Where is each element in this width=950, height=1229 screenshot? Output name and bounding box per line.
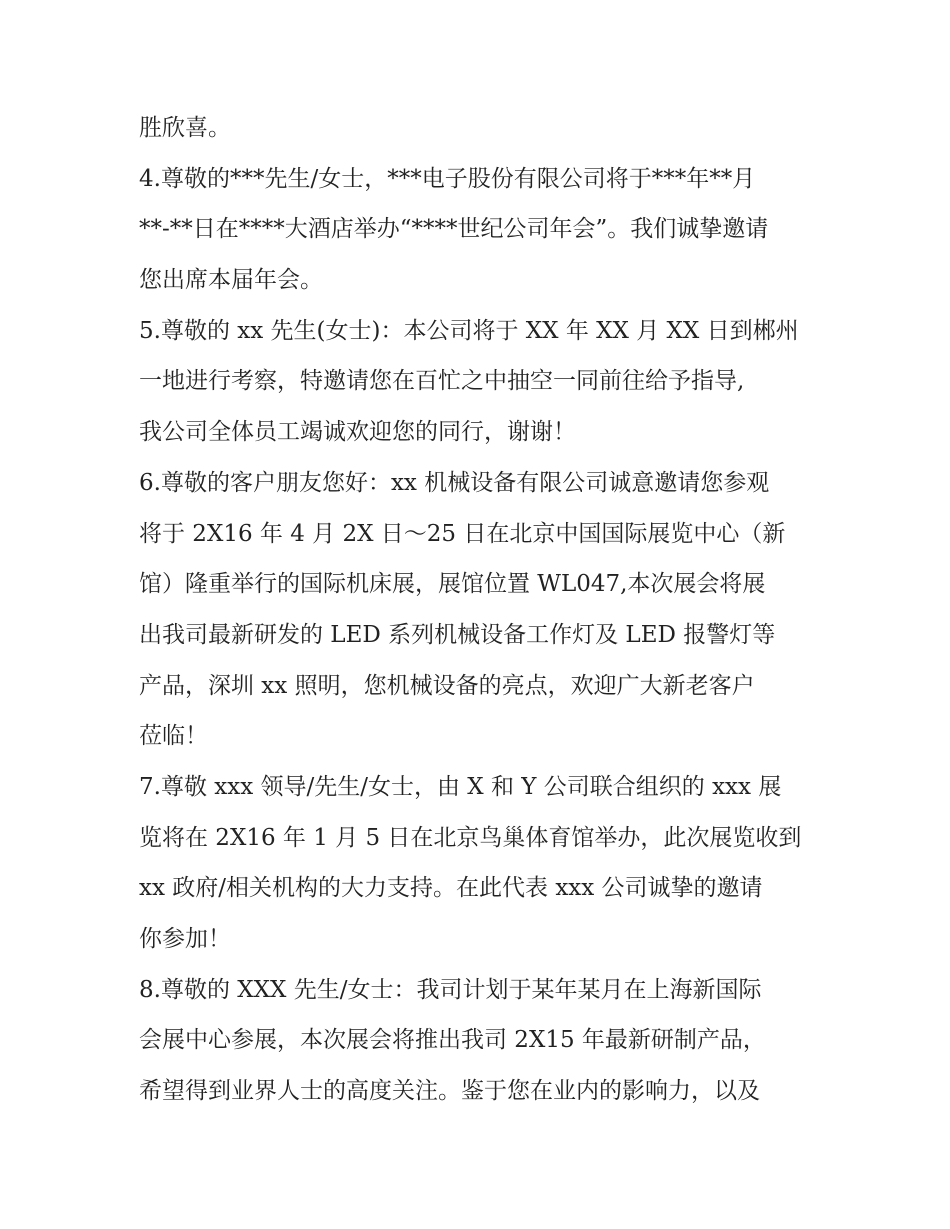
text-line: 6.尊敬的客户朋友您好：xx 机械设备有限公司诚意邀请您参观 (139, 469, 770, 496)
text-line: 7.尊敬 xxx 领导/先生/女士，由 X 和 Y 公司联合组织的 xxx 展 (139, 773, 782, 800)
text-line: 我公司全体员工竭诚欢迎您的同行，谢谢！ (139, 419, 576, 446)
text-line: 5.尊敬的 xx 先生(女士)：本公司将于 XX 年 XX 月 XX 日到郴州 (139, 317, 799, 344)
text-line: xx 政府/相关机构的大力支持。在此代表 xxx 公司诚挚的邀请 (139, 875, 763, 902)
text-line: 一地进行考察，特邀请您在百忙之中抽空一同前往给予指导, (139, 368, 745, 395)
text-line: 出我司最新研发的 LED 系列机械设备工作灯及 LED 报警灯等 (139, 621, 776, 648)
text-line: 产品，深圳 xx 照明，您机械设备的亮点，欢迎广大新老客户 (139, 672, 755, 699)
text-line: 4.尊敬的***先生/女士，***电子股份有限公司将于***年**月 (139, 165, 756, 192)
text-line: 览将在 2X16 年 1 月 5 日在北京鸟巢体育馆举办，此次展览收到 (139, 824, 802, 851)
text-line: 将于 2X16 年 4 月 2X 日～25 日在北京中国国际展览中心（新 (139, 520, 786, 547)
text-line: 8.尊敬的 XXX 先生/女士：我司计划于某年某月在上海新国际 (139, 976, 762, 1003)
document-body (139, 103, 819, 1117)
text-line: 馆）隆重举行的国际机床展，展馆位置 WL047,本次展会将展 (139, 571, 766, 598)
text-line: 莅临！ (139, 723, 208, 750)
text-line: **-**日在****大酒店举办“****世纪公司年会”。我们诚挚邀请 (139, 216, 769, 243)
text-line: 您出席本届年会。 (139, 267, 323, 294)
text-line: 希望得到业界人士的高度关注。鉴于您在业内的影响力，以及 (139, 1078, 760, 1105)
text-line: 胜欣喜。 (139, 115, 231, 141)
text-line: 你参加！ (139, 926, 231, 952)
text-line: 会展中心参展，本次展会将推出我司 2X15 年最新研制产品， (139, 1027, 766, 1054)
